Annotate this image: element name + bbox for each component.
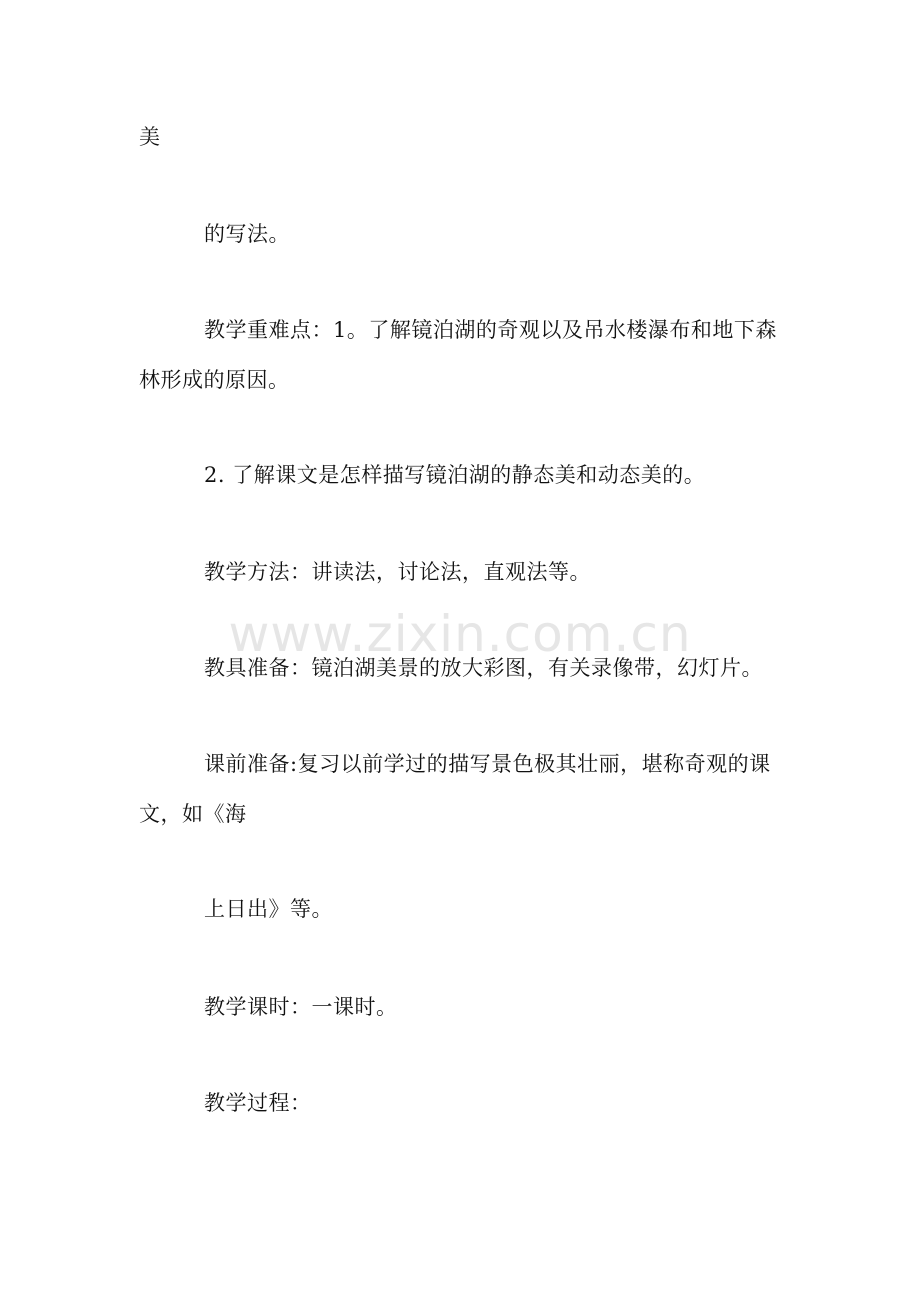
text-line-8: 课前准备:复习以前学过的描写景色极其壮丽，堪称奇观的课	[204, 752, 771, 776]
text-line-6: 教学方法：讲读法，讨论法，直观法等。	[204, 560, 591, 584]
text-line-10: 上日出》等。	[204, 897, 333, 921]
text-line-12: 教学过程：	[204, 1091, 312, 1115]
text-line-2: 的写法。	[204, 222, 290, 246]
watermark: www.zixin.com.cn	[228, 605, 692, 663]
text-line-9: 文，如《海	[139, 802, 247, 826]
text-line-3: 教学重难点：1。了解镜泊湖的奇观以及吊水楼瀑布和地下森	[204, 318, 777, 342]
text-line-5: 2. 了解课文是怎样描写镜泊湖的静态美和动态美的。	[204, 463, 706, 487]
text-line-4: 林形成的原因。	[139, 368, 290, 392]
text-line-11: 教学课时：一课时。	[204, 995, 398, 1019]
text-line-7: 教具准备：镜泊湖美景的放大彩图，有关录像带，幻灯片。	[204, 656, 763, 680]
text-line-1: 美	[139, 125, 161, 149]
